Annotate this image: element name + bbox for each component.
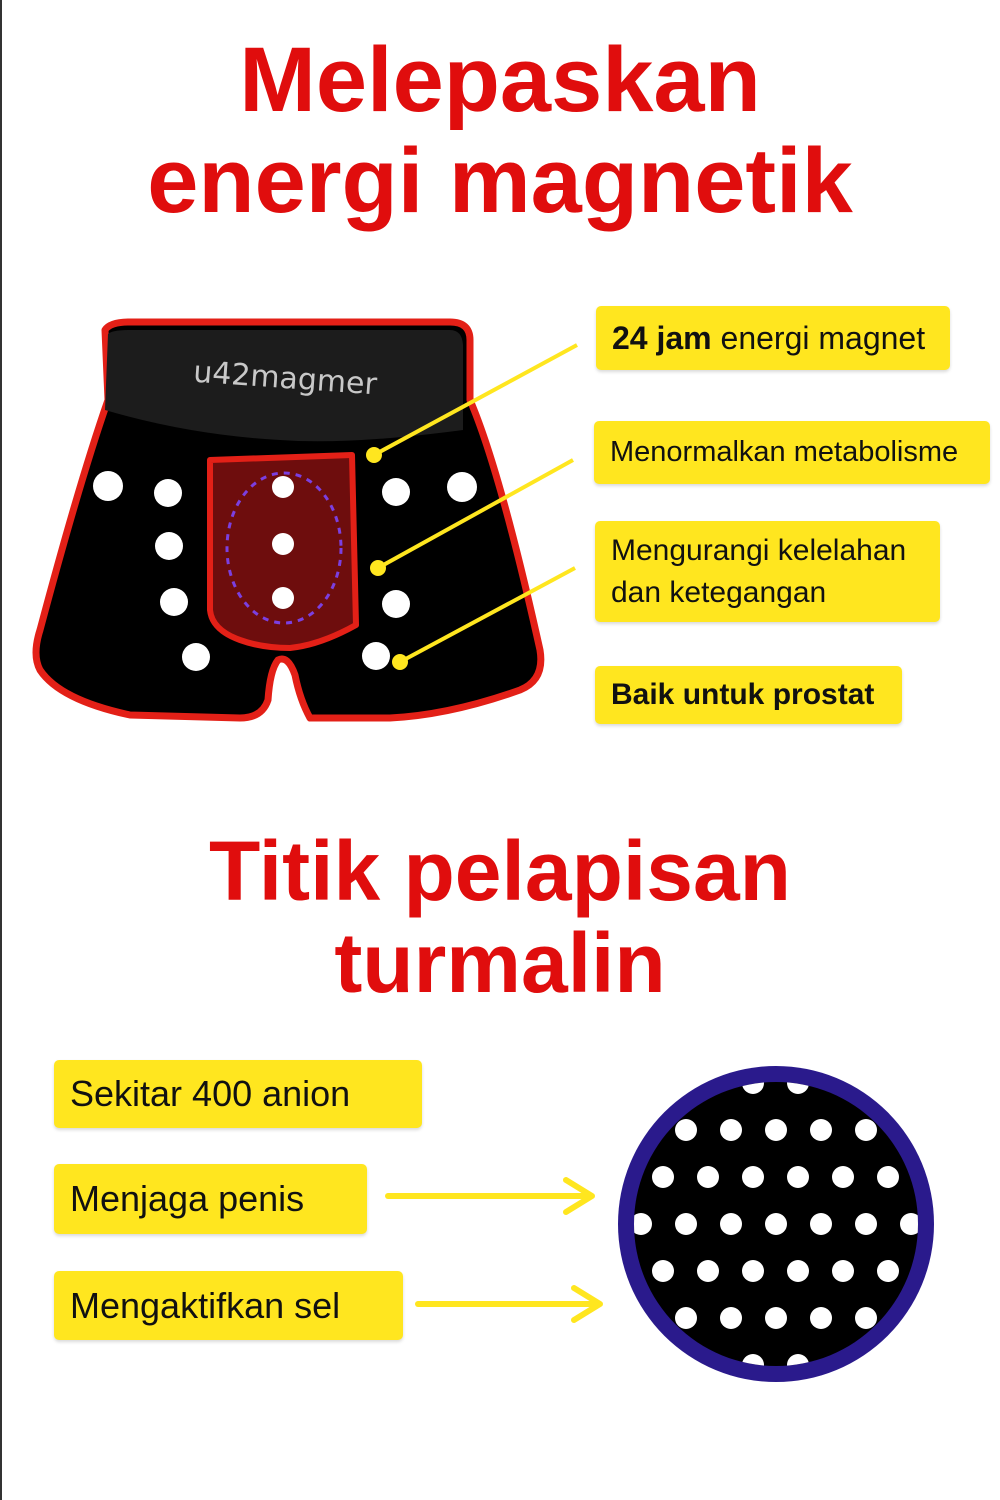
fabric-dot — [967, 1166, 989, 1188]
fabric-dot — [922, 1072, 944, 1094]
fabric-dot — [877, 1354, 899, 1376]
fabric-dot — [697, 1260, 719, 1282]
label-24-jam-rest: energi magnet — [720, 319, 926, 356]
fabric-dot — [855, 1307, 877, 1329]
fabric-dot — [675, 1119, 697, 1141]
fabric-dot — [585, 1119, 607, 1141]
label-kelelahan-line1: Mengurangi kelelahan — [611, 534, 907, 568]
fabric-dot — [720, 1119, 742, 1141]
fabric-dot — [877, 1072, 899, 1094]
fabric-dot — [765, 1213, 787, 1235]
fabric-dot — [810, 1307, 832, 1329]
fabric-dot — [787, 1260, 809, 1282]
fabric-dot — [675, 1213, 697, 1235]
fabric-dot — [585, 1213, 607, 1235]
fabric-dot — [810, 1119, 832, 1141]
fabric-dot — [832, 1166, 854, 1188]
fabric-dot — [945, 1119, 967, 1141]
fabric-dot — [675, 1307, 697, 1329]
fabric-dot — [945, 1213, 967, 1235]
fabric-dot — [877, 1166, 899, 1188]
fabric-dot — [765, 1119, 787, 1141]
waistband-brand: u42magmer — [192, 354, 379, 403]
fabric-dot — [652, 1354, 674, 1376]
fabric-dot — [742, 1260, 764, 1282]
fabric-dot — [832, 1260, 854, 1282]
label-prostat-text: Baik untuk prostat — [611, 678, 875, 711]
fabric-dot — [652, 1072, 674, 1094]
section2-title-line2: turmalin — [334, 916, 666, 1011]
fabric-dot — [922, 1354, 944, 1376]
fabric-dot — [652, 1260, 674, 1282]
arrow-right-icon — [388, 1180, 592, 1212]
label-anion-text: Sekitar 400 anion — [70, 1073, 351, 1114]
fabric-dot — [607, 1072, 629, 1094]
label-sel-text: Mengaktifkan sel — [70, 1284, 341, 1326]
section1-title-line2: energi magnetik — [147, 130, 853, 233]
label-metabolisme-text: Menormalkan metabolisme — [610, 436, 959, 468]
fabric-dot — [787, 1166, 809, 1188]
label-kelelahan-line2: dan ketegangan — [611, 575, 827, 609]
arrow-right-icon — [418, 1288, 600, 1320]
fabric-dot — [967, 1354, 989, 1376]
section1-title-line1: Melepaskan — [239, 29, 761, 131]
fabric-dot — [720, 1213, 742, 1235]
section2-title-line1: Titik pelapisan — [209, 824, 791, 918]
label-24-jam-bold: 24 jam — [612, 319, 712, 356]
fabric-dot — [810, 1213, 832, 1235]
fabric-dot — [855, 1119, 877, 1141]
fabric-dot — [607, 1354, 629, 1376]
fabric-dot — [742, 1166, 764, 1188]
fabric-dot — [967, 1072, 989, 1094]
fabric-dot — [765, 1307, 787, 1329]
fabric-dot — [697, 1166, 719, 1188]
fabric-dot — [855, 1213, 877, 1235]
fabric-dot — [945, 1307, 967, 1329]
fabric-dot — [877, 1260, 899, 1282]
fabric-dot — [967, 1260, 989, 1282]
fabric-dot — [720, 1307, 742, 1329]
fabric-dot — [652, 1166, 674, 1188]
label-penis-text: Menjaga penis — [70, 1178, 305, 1219]
